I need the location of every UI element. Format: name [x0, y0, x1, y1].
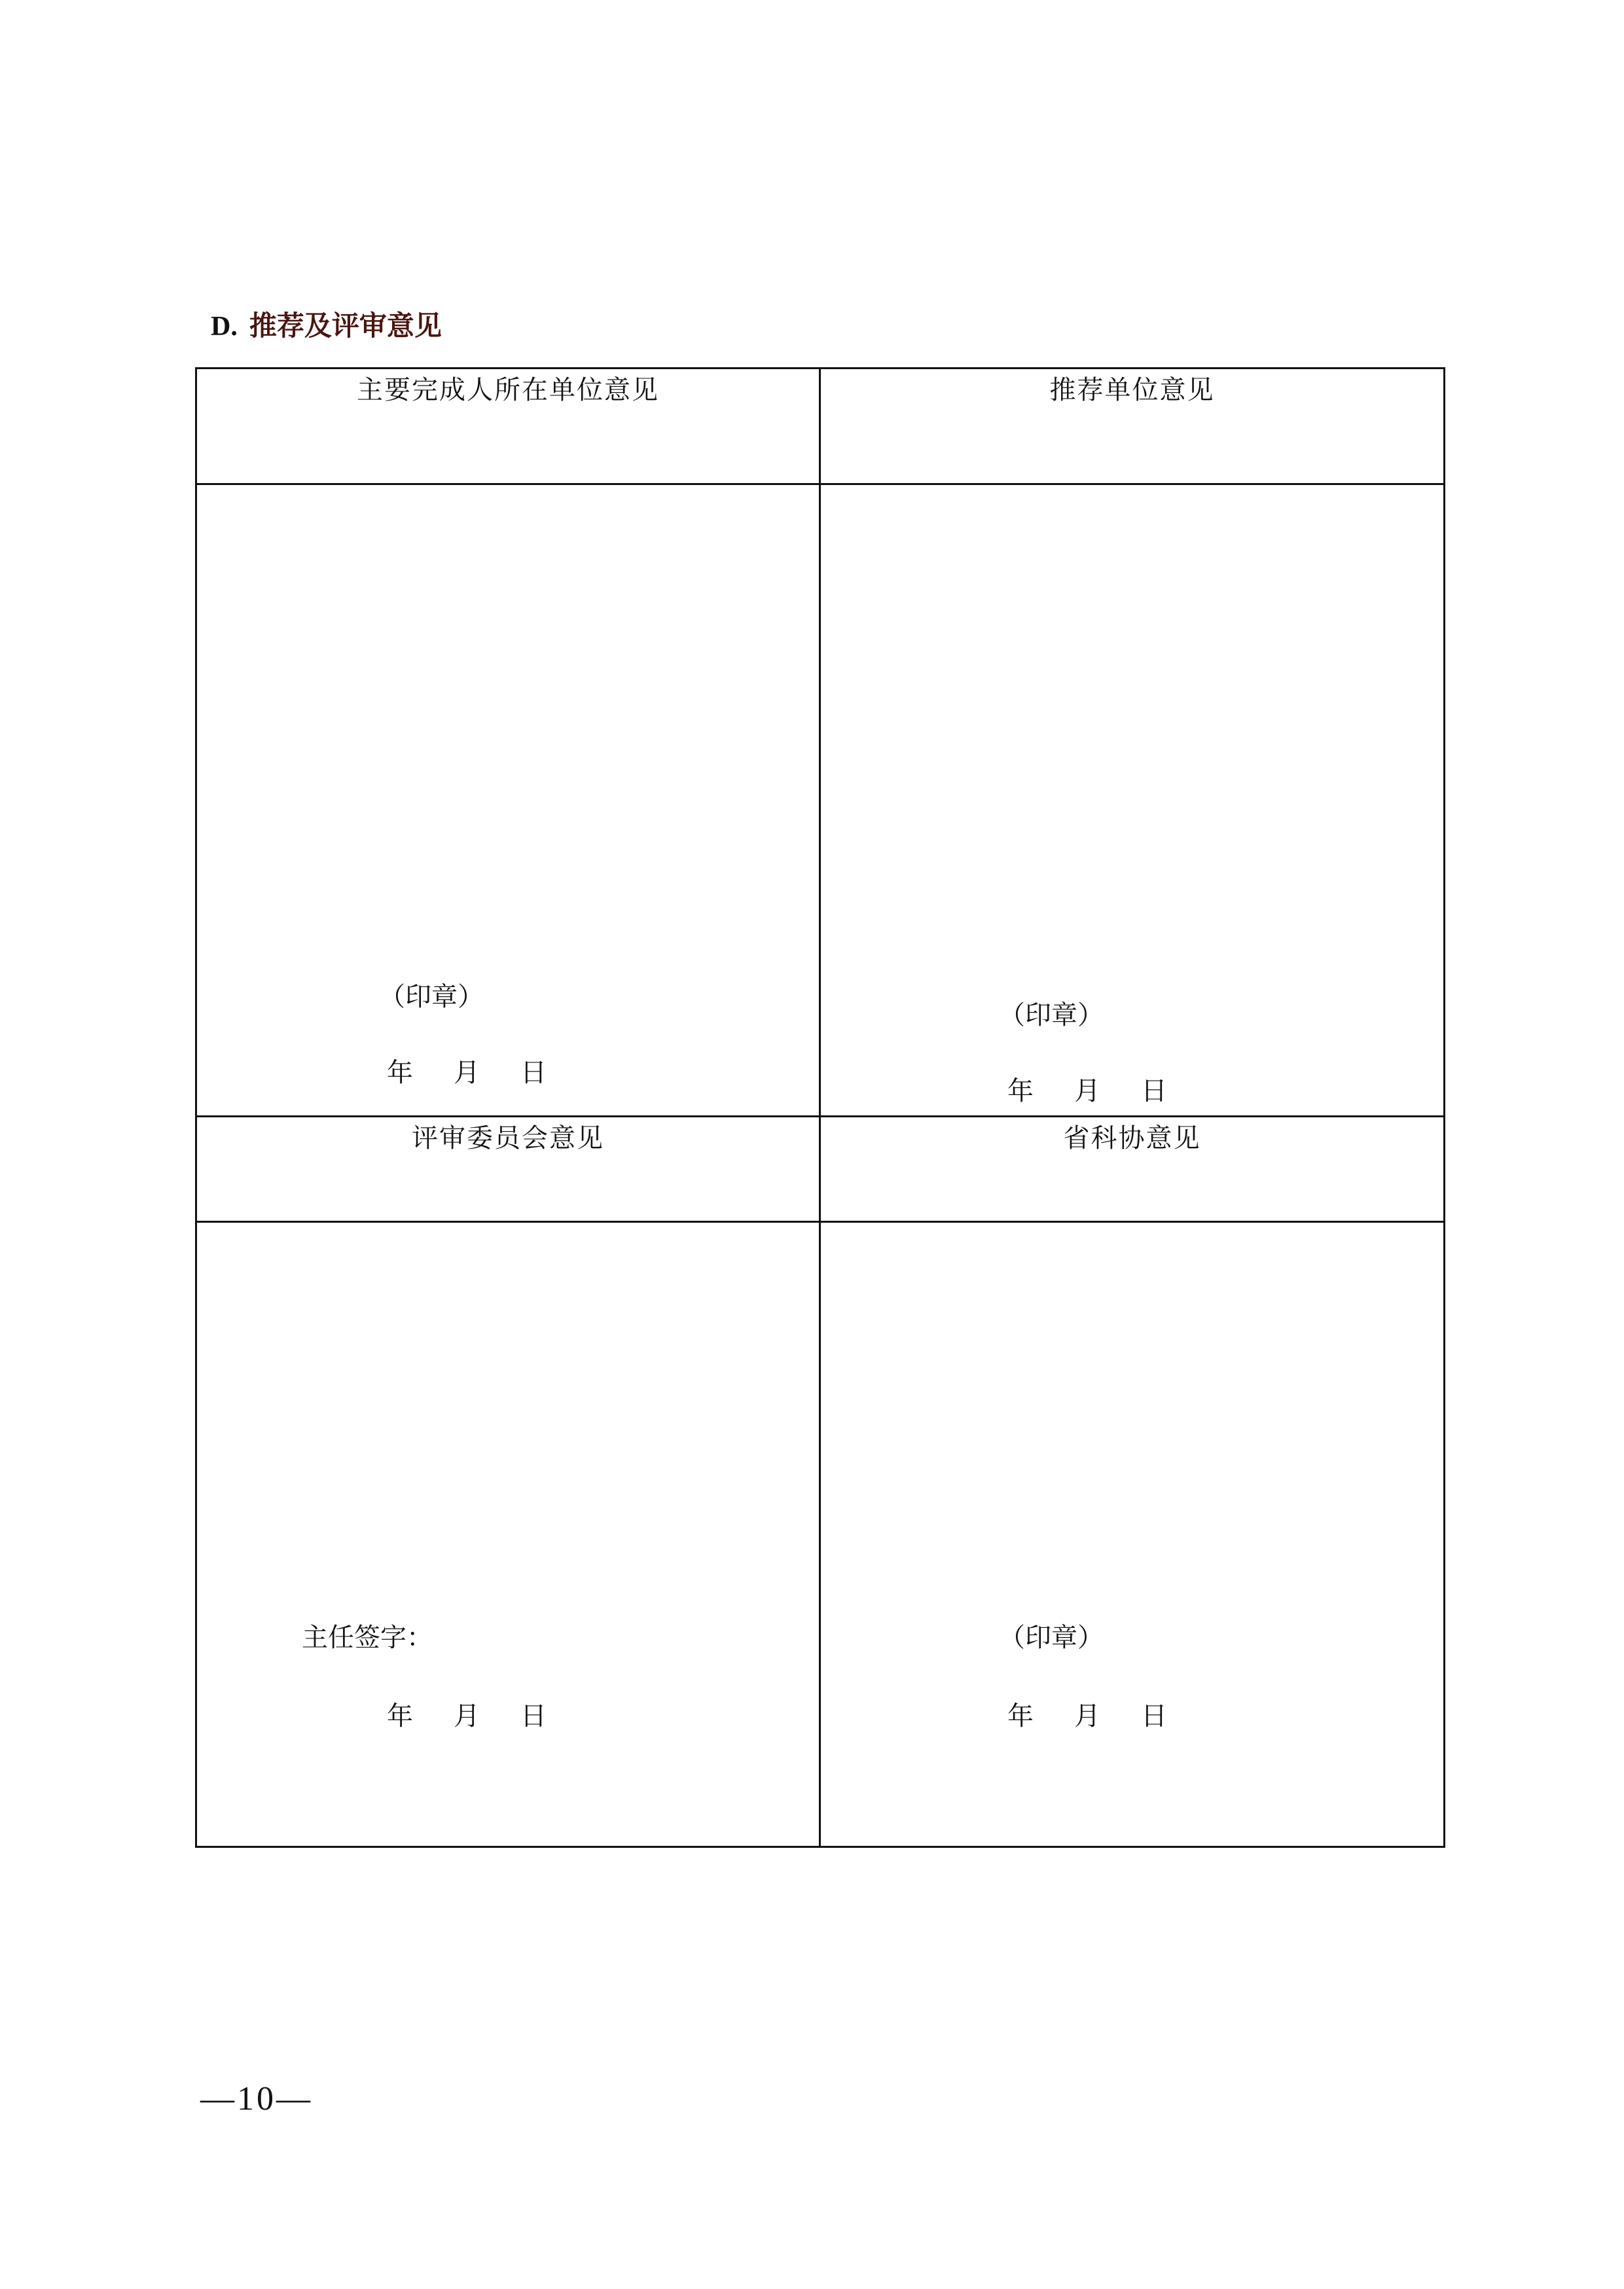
seal-label: （印章） — [999, 1000, 1104, 1030]
page-number: —10— — [200, 2080, 313, 2118]
review-opinion-table — [195, 367, 1445, 1848]
table-row — [196, 1222, 1445, 1847]
seal-label: （印章） — [999, 1623, 1104, 1653]
header-recommender-opinion: 推荐单位意见 — [820, 369, 1445, 484]
day-label: 日 — [520, 1058, 547, 1088]
director-signature-label: 主任签字： — [302, 1623, 433, 1653]
table-row — [196, 1117, 1445, 1222]
section-heading — [211, 306, 442, 346]
header-association-opinion: 省科协意见 — [820, 1117, 1445, 1222]
recommender-opinion-cell[interactable] — [820, 484, 1445, 1117]
committee-opinion-cell[interactable] — [196, 1222, 820, 1847]
unit-opinion-cell[interactable] — [196, 484, 820, 1117]
year-label: 年 — [1007, 1076, 1034, 1106]
date-line — [1007, 1698, 1167, 1735]
section-title: 推荐及评审意见 — [249, 310, 442, 342]
section-letter: D. — [211, 312, 238, 342]
seal-label: （印章） — [379, 982, 484, 1012]
month-label: 月 — [1074, 1076, 1100, 1106]
date-line — [387, 1698, 547, 1735]
month-label: 月 — [454, 1701, 480, 1731]
day-label: 日 — [1141, 1076, 1167, 1106]
year-label: 年 — [1007, 1701, 1034, 1731]
year-label: 年 — [387, 1058, 413, 1088]
year-label: 年 — [387, 1701, 413, 1731]
day-label: 日 — [520, 1701, 547, 1731]
date-line — [387, 1054, 547, 1091]
date-line — [1007, 1073, 1167, 1109]
table-row — [196, 484, 1445, 1117]
table-row — [196, 369, 1445, 484]
header-committee-opinion: 评审委员会意见 — [196, 1117, 820, 1222]
month-label: 月 — [454, 1058, 480, 1088]
month-label: 月 — [1074, 1701, 1100, 1731]
association-opinion-cell[interactable] — [820, 1222, 1445, 1847]
day-label: 日 — [1141, 1701, 1167, 1731]
header-unit-opinion: 主要完成人所在单位意见 — [196, 369, 820, 484]
